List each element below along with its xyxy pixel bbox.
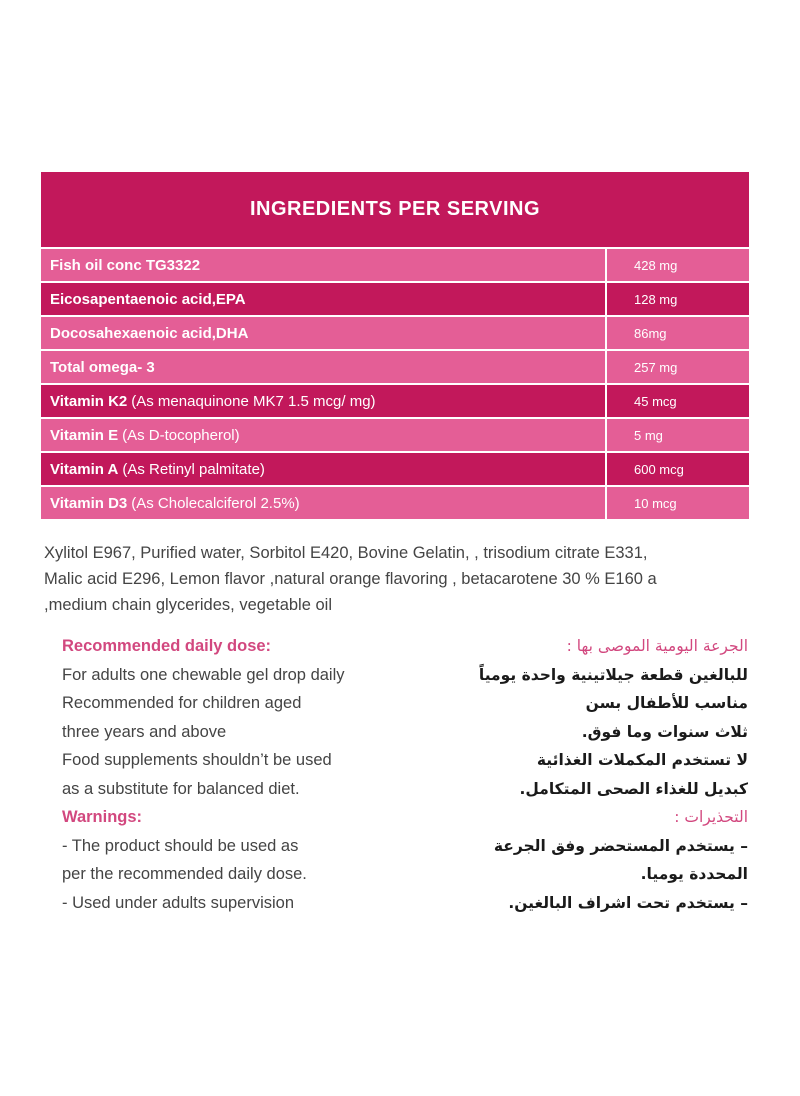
- ingredient-name-bold: Vitamin A: [50, 460, 119, 478]
- ingredient-row: [41, 317, 749, 351]
- ingredient-name: [41, 317, 607, 349]
- dose-line-ar: ثلاث سنوات وما فوق.: [581, 722, 748, 741]
- ingredient-row: [41, 487, 749, 521]
- warnings-heading-ar: التحذيرات :: [674, 808, 748, 826]
- ingredient-row: [41, 249, 749, 283]
- ingredient-name: [41, 487, 607, 519]
- warnings-heading-en: Warnings:: [62, 808, 143, 826]
- other-ingredients-line: Xylitol E967, Purified water, Sorbitol E420, Bovine Gelatin, , trisodium citrate E331,: [44, 544, 648, 562]
- dose-heading-en: Recommended daily dose:: [62, 637, 272, 655]
- ingredient-name: [41, 453, 607, 485]
- dose-line-en: Recommended for children aged: [62, 694, 302, 712]
- warning-line-ar: – يستخدم تحت اشراف البالغين.: [508, 893, 748, 912]
- ingredient-name-bold: Vitamin K2: [50, 392, 128, 410]
- other-ingredients-line: ,medium chain glycerides, vegetable oil: [44, 596, 332, 614]
- ingredient-name-bold: Total omega- 3: [50, 358, 155, 376]
- ingredient-amount: 86mg: [634, 325, 667, 341]
- ingredient-amount: 600 mcg: [634, 461, 684, 477]
- dose-line-ar: للبالغين قطعة جيلاتينية واحدة يومياً: [478, 665, 748, 684]
- ingredient-row: [41, 419, 749, 453]
- ingredient-name-detail: (As D-tocopherol): [122, 426, 240, 444]
- ingredient-name-detail: (As Retinyl palmitate): [122, 460, 265, 478]
- ingredient-name: [41, 283, 607, 315]
- warning-line-en: - The product should be used as: [62, 836, 299, 855]
- ingredient-row: [41, 385, 749, 419]
- ingredient-name: [41, 249, 607, 281]
- ingredient-row: [41, 453, 749, 487]
- ingredient-name: [41, 385, 607, 417]
- ingredient-name-bold: Fish oil conc TG3322: [50, 256, 201, 274]
- ingredient-name-bold: Docosahexaenoic acid,DHA: [50, 324, 249, 342]
- panel-title: INGREDIENTS PER SERVING: [41, 172, 749, 247]
- ingredient-name-bold: Vitamin D3: [50, 494, 128, 512]
- ingredient-row: [41, 283, 749, 317]
- ingredient-amount: 257 mg: [634, 359, 678, 375]
- ingredient-amount: 45 mcg: [634, 393, 677, 409]
- english-directions: [62, 632, 422, 917]
- arabic-directions: [420, 632, 748, 917]
- ingredient-name: [41, 351, 607, 383]
- warning-line-en: per the recommended daily dose.: [62, 865, 307, 883]
- other-ingredients-line: Malic acid E296, Lemon flavor ,natural orange flavoring , betacarotene 30 % E160 a: [44, 570, 657, 588]
- ingredient-name: [41, 419, 607, 451]
- ingredients-table: [41, 247, 749, 521]
- ingredient-amount: 5 mg: [634, 427, 663, 443]
- ingredient-name-bold: Eicosapentaenoic acid,EPA: [50, 290, 246, 308]
- ingredient-name-bold: Vitamin E: [50, 426, 119, 444]
- dose-line-ar: لا تستخدم المكملات الغذائية: [536, 751, 748, 769]
- ingredients-panel: [41, 172, 749, 521]
- dose-line-en: Food supplements shouldn’t be used: [62, 751, 332, 769]
- ingredient-amount: 428 mg: [634, 257, 678, 273]
- other-ingredients: [44, 540, 764, 618]
- dose-heading-ar: الجرعة اليومية الموصى بها :: [566, 637, 748, 655]
- dose-line-en: three years and above: [62, 722, 227, 741]
- dose-line-ar: مناسب للأطفال بسن: [585, 694, 748, 712]
- dose-line-en: as a substitute for balanced diet.: [62, 779, 300, 798]
- dose-line-ar: كبديل للغذاء الصحى المتكامل.: [519, 779, 748, 798]
- ingredient-row: [41, 351, 749, 385]
- warning-line-ar: المحددة يوميا.: [640, 865, 748, 883]
- warning-line-en: - Used under adults supervision: [62, 893, 295, 912]
- ingredient-amount: 10 mcg: [634, 495, 677, 511]
- dose-line-en: For adults one chewable gel drop daily: [62, 665, 345, 684]
- warning-line-ar: – يستخدم المستحضر وفق الجرعة: [493, 836, 748, 855]
- ingredient-name-detail: (As Cholecalciferol 2.5%): [131, 494, 300, 512]
- ingredient-name-detail: (As menaquinone MK7 1.5 mcg/ mg): [131, 392, 376, 410]
- ingredient-amount: 128 mg: [634, 291, 678, 307]
